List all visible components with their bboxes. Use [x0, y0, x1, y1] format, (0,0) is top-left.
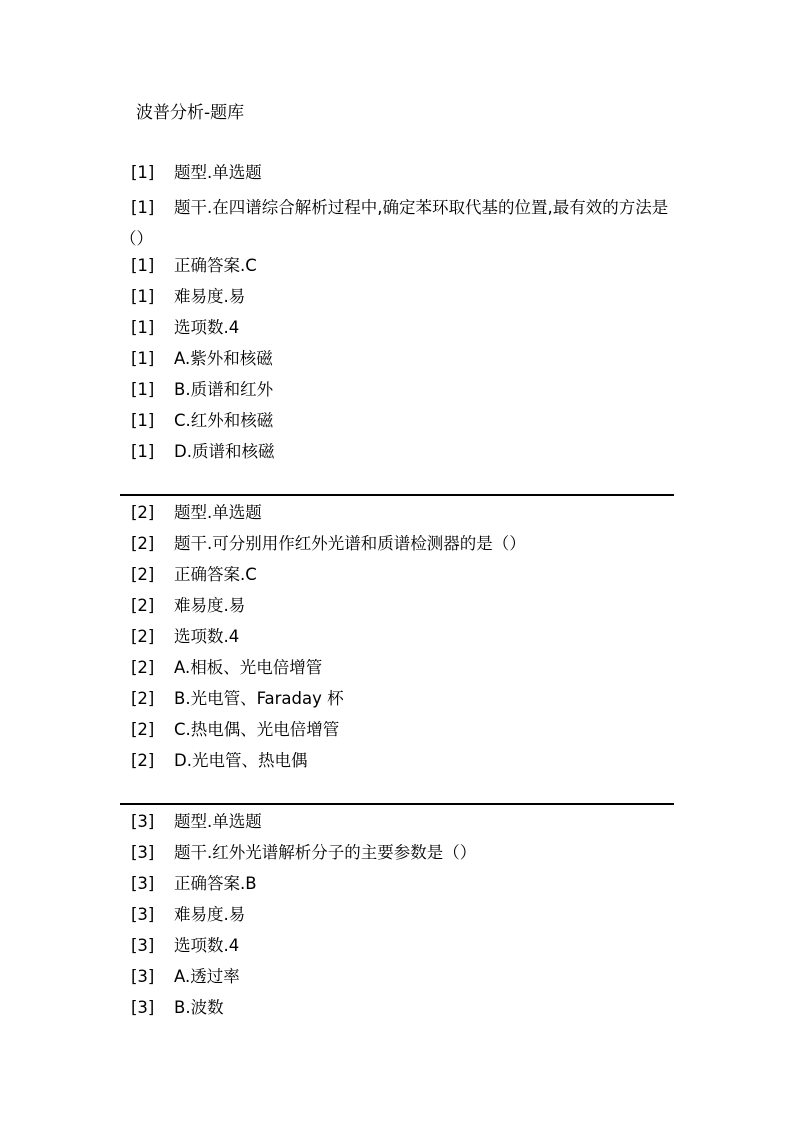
question-answer-line [120, 872, 674, 903]
question-number: [1] [131, 442, 155, 461]
question-number: [3] [131, 812, 155, 831]
question-divider [120, 494, 674, 496]
option-c: C.热电偶、光电倍增管 [174, 720, 340, 739]
question-type: 题型.单选题 [174, 812, 262, 831]
question-number: [2] [131, 596, 155, 615]
question-type-line [120, 161, 674, 192]
question-number: [1] [131, 198, 155, 217]
question-difficulty: 难易度.易 [174, 905, 246, 924]
question-option [120, 965, 674, 996]
question-option [120, 996, 674, 1027]
option-b: B.光电管、Faraday 杯 [174, 689, 344, 708]
question-stem: 题干.在四谱综合解析过程中,确定苯环取代基的位置,最有效的方法是（） [120, 198, 669, 248]
question-number: [1] [131, 256, 155, 275]
option-d: D.光电管、热电偶 [174, 751, 308, 770]
question-option [120, 718, 674, 749]
question-option-count-line [120, 625, 674, 656]
question-answer: 正确答案.C [174, 565, 257, 584]
question-option [120, 409, 674, 440]
question-number: [1] [131, 318, 155, 337]
question-difficulty: 难易度.易 [174, 287, 246, 306]
question-number: [2] [131, 751, 155, 770]
question-number: [1] [131, 287, 155, 306]
question-stem-line [120, 532, 674, 563]
question-answer-line [120, 254, 674, 285]
question-divider [120, 803, 674, 805]
question-option [120, 749, 674, 780]
question-number: [3] [131, 967, 155, 986]
question-type-line [120, 501, 674, 532]
question-number: [3] [131, 936, 155, 955]
question-difficulty-line [120, 285, 674, 316]
question-2 [120, 494, 674, 780]
question-option-count-line [120, 316, 674, 347]
question-number: [2] [131, 565, 155, 584]
question-number: [2] [131, 503, 155, 522]
question-number: [3] [131, 905, 155, 924]
option-d: D.质谱和核磁 [174, 442, 275, 461]
question-type: 题型.单选题 [174, 503, 262, 522]
question-number: [2] [131, 534, 155, 553]
question-option-count: 选项数.4 [174, 936, 240, 955]
question-option-count-line [120, 934, 674, 965]
question-number: [2] [131, 720, 155, 739]
question-number: [3] [131, 998, 155, 1017]
option-a: A.紫外和核磁 [174, 349, 273, 368]
question-option [120, 347, 674, 378]
question-difficulty-line [120, 594, 674, 625]
question-stem: 题干.可分别用作红外光谱和质谱检测器的是（） [174, 534, 526, 553]
question-option [120, 440, 674, 471]
question-type-line [120, 810, 674, 841]
document-title: 波普分析-题库 [136, 103, 245, 123]
question-stem-line [120, 192, 674, 254]
question-answer: 正确答案.B [174, 874, 257, 893]
question-difficulty: 难易度.易 [174, 596, 246, 615]
option-a: A.透过率 [174, 967, 240, 986]
question-number: [1] [131, 411, 155, 430]
question-3 [120, 803, 674, 1027]
question-option-count: 选项数.4 [174, 627, 240, 646]
option-b: B.质谱和红外 [174, 380, 274, 399]
question-difficulty-line [120, 903, 674, 934]
question-stem: 题干.红外光谱解析分子的主要参数是（） [174, 843, 477, 862]
question-number: [1] [131, 349, 155, 368]
question-type: 题型.单选题 [174, 163, 262, 182]
option-a: A.相板、光电倍增管 [174, 658, 323, 677]
option-c: C.红外和核磁 [174, 411, 274, 430]
question-1 [120, 161, 674, 471]
question-number: [3] [131, 843, 155, 862]
question-stem-line [120, 841, 674, 872]
question-number: [1] [131, 163, 155, 182]
question-answer-line [120, 563, 674, 594]
question-number: [3] [131, 874, 155, 893]
question-answer: 正确答案.C [174, 256, 257, 275]
question-option [120, 656, 674, 687]
question-option-count: 选项数.4 [174, 318, 240, 337]
question-number: [2] [131, 627, 155, 646]
option-b: B.波数 [174, 998, 224, 1017]
question-number: [1] [131, 380, 155, 399]
question-option [120, 378, 674, 409]
question-number: [2] [131, 689, 155, 708]
question-option [120, 687, 674, 718]
question-number: [2] [131, 658, 155, 677]
